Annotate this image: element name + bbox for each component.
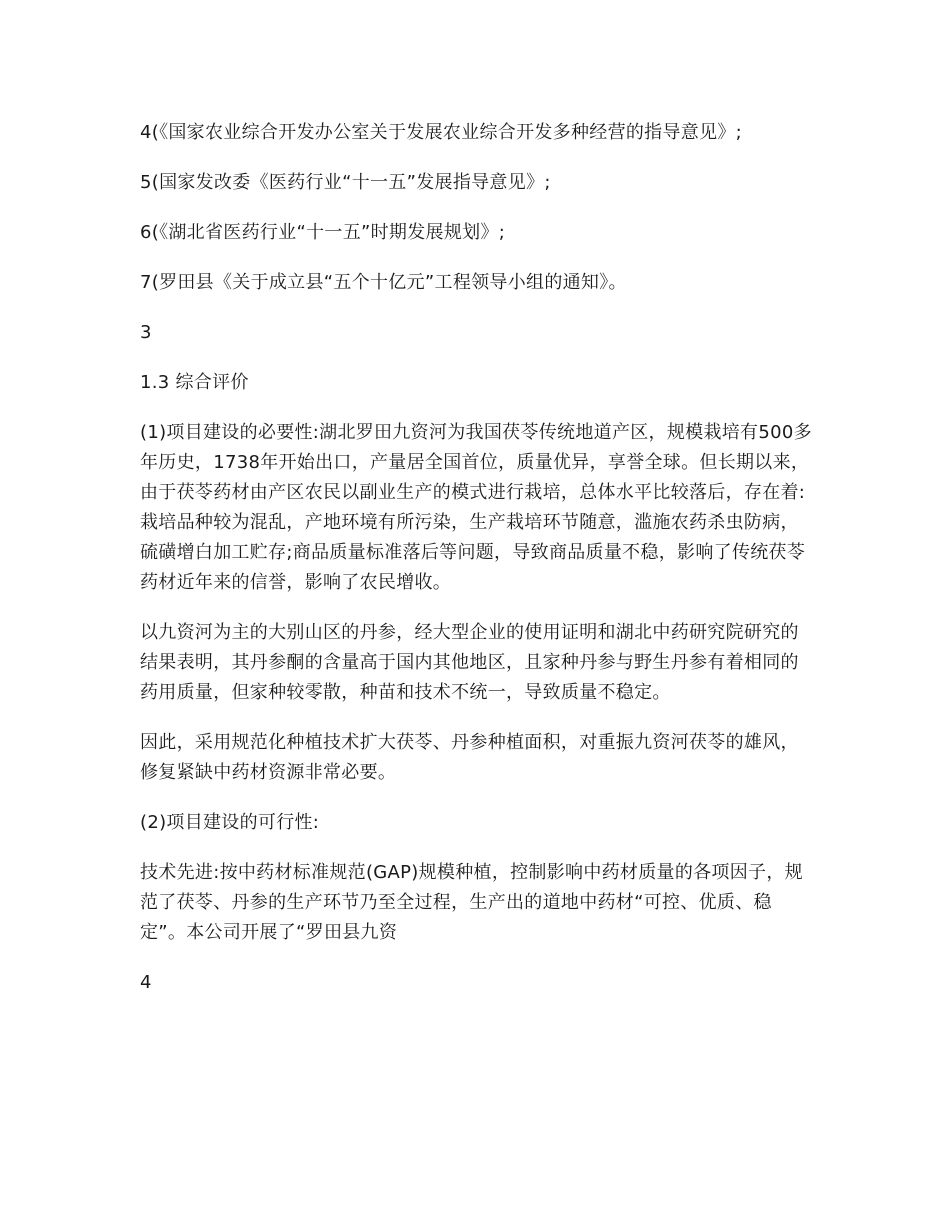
reference-item-4: 4(《国家农业综合开发办公室关于发展农业综合开发多种经营的指导意见》; [140, 122, 743, 143]
page-number: 3 [140, 322, 152, 343]
danshen-paragraph: 以九资河为主的大别山区的丹参，经大型企业的使用证明和湖北中药研究院研究的结果表明，其丹参酮的含量高于国内其他地区，且家种丹参与野生丹参有着相同的药用质量，但家种较零散，种苗和技术不统一，导致质量不稳定。 [140, 622, 799, 703]
necessity-paragraph: (1)项目建设的必要性:湖北罗田九资河为我国茯苓传统地道产区，规模栽培有500多年历史，1738年开始出口，产量居全国首位，质量优异，享誉全球。但长期以来，由于茯苓药材由产区农民以副业生产的模式进行栽培，总体水平比较落后，存在着:栽培品种较为混乱，产地环境有所污染，生产栽培环节随意，滥施农药杀虫防病，硫磺增白加工贮存;商品质量标准落后等问题，导致商品质量不稳，影响了传统茯苓药材近年来的信誉，影响了农民增收。 [140, 422, 812, 593]
feasibility-heading: (2)项目建设的可行性: [140, 812, 320, 833]
page-number: 4 [140, 972, 152, 993]
technology-paragraph: 技术先进:按中药材标准规范(GAP)规模种植，控制影响中药材质量的各项因子，规范了茯苓、丹参的生产环节乃至全过程，生产出的道地中药材“可控、优质、稳定”。本公司开展了“罗田县九资 [140, 862, 803, 943]
document-page [140, 118, 812, 1018]
section-heading: 1.3 综合评价 [140, 372, 249, 393]
reference-item-5: 5(国家发改委《医药行业“十一五”发展指导意见》; [140, 172, 551, 193]
conclusion-paragraph: 因此，采用规范化种植技术扩大茯苓、丹参种植面积，对重振九资河茯苓的雄风，修复紧缺中药材资源非常必要。 [140, 732, 799, 783]
reference-item-6: 6(《湖北省医药行业“十一五”时期发展规划》; [140, 222, 506, 243]
reference-item-7: 7(罗田县《关于成立县“五个十亿元”工程领导小组的通知》。 [140, 272, 627, 293]
